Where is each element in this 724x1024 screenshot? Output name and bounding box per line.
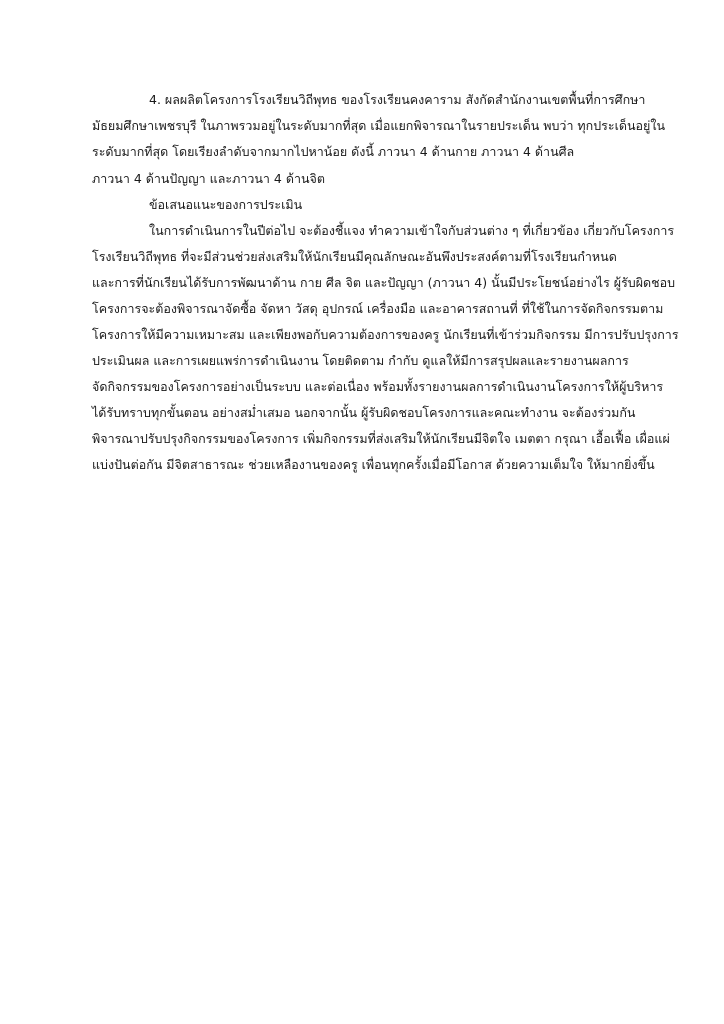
paragraph-1-line-1: 4. ผลผลิตโครงการโรงเรียนวิถีพุทธ ของโรงเรียนคงคาราม สังกัดสำนักงานเขตพื้นที่การศึกษา (149, 92, 646, 107)
paragraph-2-line-5: โครงการให้มีความเหมาะสม และเพียงพอกับความต้องการของครู นักเรียนที่เข้าร่วมกิจกรรม มีการปรับปรุงการ (92, 327, 679, 342)
paragraph-2-line-7: จัดกิจกรรมของโครงการอย่างเป็นระบบ และต่อเนื่อง พร้อมทั้งรายงานผลการดำเนินงานโครงการให้ผู้บริหาร (92, 379, 664, 394)
paragraph-2-line-3: และการที่นักเรียนได้รับการพัฒนาด้าน กาย ศีล จิต และปัญญา (ภาวนา 4) นั้นมีประโยชน์อย่างไร ผู้รับผิดชอบ (92, 275, 676, 290)
paragraph-2-line-9: พิจารณาปรับปรุงกิจกรรมของโครงการ เพิ่มกิจกรรมที่ส่งเสริมให้นักเรียนมีจิตใจ เมตตา กรุณา เอื้อเฟื้อ เผื่อแผ่ (92, 431, 670, 446)
section-heading: ข้อเสนอแนะของการประเมิน (149, 197, 303, 212)
paragraph-2-line-1: ในการดำเนินการในปีต่อไป จะต้องชี้แจง ทำความเข้าใจกับส่วนต่าง ๆ ที่เกี่ยวข้อง เกี่ยวกับโครงการ (149, 223, 675, 238)
paragraph-2-line-10: แบ่งปันต่อกัน มีจิตสาธารณะ ช่วยเหลืองานของครู เพื่อนทุกครั้งเมื่อมีโอกาส ด้วยความเต็มใจ ให้มากยิ่งขึ้น (92, 457, 655, 472)
paragraph-2-line-6: ประเมินผล และการเผยแพร่การดำเนินงาน โดยติดตาม กำกับ ดูแลให้มีการสรุปผลและรายงานผลการ (92, 353, 629, 368)
paragraph-2-line-2: โรงเรียนวิถีพุทธ ที่จะมีส่วนช่วยส่งเสริมให้นักเรียนมีคุณลักษณะอันพึงประสงค์ตามที่โรงเรียนกำหนด (92, 249, 617, 264)
paragraph-1-line-2: มัธยมศึกษาเพชรบุรี ในภาพรวมอยู่ในระดับมากที่สุด เมื่อแยกพิจารณาในรายประเด็น พบว่า ทุกประเด็นอยู่ใน (92, 118, 666, 133)
paragraph-1-line-3: ระดับมากที่สุด โดยเรียงลำดับจากมากไปหาน้อย ดังนี้ ภาวนา 4 ด้านกาย ภาวนา 4 ด้านศีล (92, 144, 575, 159)
paragraph-1-line-4: ภาวนา 4 ด้านปัญญา และภาวนา 4 ด้านจิต (92, 171, 325, 186)
paragraph-2-line-8: ได้รับทราบทุกขั้นตอน อย่างสม่ำเสมอ นอกจากนั้น ผู้รับผิดชอบโครงการและคณะทำงาน จะต้องร่วมกัน (92, 405, 636, 420)
paragraph-2-line-4: โครงการจะต้องพิจารณาจัดซื้อ จัดหา วัสดุ อุปกรณ์ เครื่องมือ และอาคารสถานที่ ที่ใช้ในการจัดกิจกรรมตาม (92, 301, 664, 316)
